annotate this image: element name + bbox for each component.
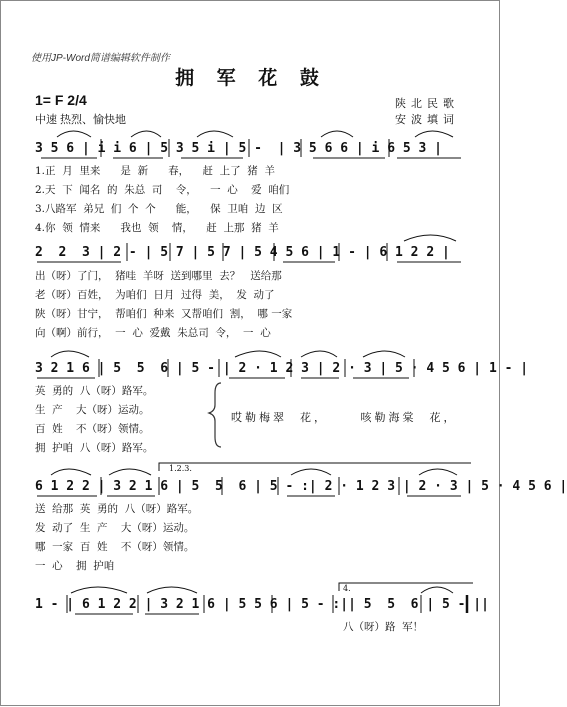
lyric-line: 4.你 领 情来 我也 领 情， 赶 上那 猪 羊 (35, 222, 279, 234)
lyric-line: 出（呀）了门， 猪哇 羊呀 送到哪里 去？ 送给那 (35, 270, 282, 282)
tempo-marking: 中速 热烈、愉快地 (35, 114, 127, 126)
volta-1-2-3: 1.2.3. (169, 464, 192, 473)
lyric-line: 英 勇的 八（呀）路军。 (35, 385, 154, 397)
lyric-line: 生 产 大（呀）运动。 (35, 404, 150, 416)
lyric-line: 拥 护咱 八（呀）路军。 (35, 442, 154, 454)
notation-line-4: 6 1 2 2 | 3 2 1 6 | 5 5 6 | 5 - :| 2 · 1 2 3 | 2 · 3 | 5 · 4 5 6 | (35, 479, 567, 494)
notation-line-5: 1 - | 6 1 2 2 | 3 2 1 6 | 5 5 6 | 5 - :|| 5 5 6 | 5 - || (35, 597, 489, 612)
lyric-line: 哪 一家 百 姓 不（呀）领情。 (35, 541, 195, 553)
software-credit: 使用JP-Word简谱编辑软件制作 (31, 53, 170, 64)
lyric-line: 3.八路军 弟兄 们 个 个 能， 保 卫咱 边 区 (35, 203, 283, 215)
lyric-line: 一 心 拥 护咱 (35, 560, 115, 572)
volta-4: 4. (343, 584, 351, 593)
chorus-refrain: 哎勒梅翠 花， 咳勒海棠 花， (231, 411, 458, 424)
song-title: 拥 军 花 鼓 (175, 67, 327, 89)
attribution-lyricist: 安波填词 (395, 113, 459, 126)
lyric-line: 陕（呀）甘宁， 帮咱们 种来 又帮咱们 割， 哪 一家 (35, 308, 293, 320)
lyric-line: 八（呀）路 军！ (343, 621, 424, 633)
lyric-line: 百 姓 不（呀）领情。 (35, 423, 150, 435)
attribution-folk-song: 陕北民歌 (395, 97, 459, 110)
lyric-line: 送 给那 英 勇的 八（呀）路军。 (35, 503, 199, 515)
key-signature: 1= F 2/4 (35, 92, 87, 108)
lyric-line: 老（呀）百姓， 为咱们 日月 过得 美， 发 动了 (35, 289, 275, 301)
lyric-line: 2.天 下 闻名 的 朱总 司 令， 一 心 爱 咱们 (35, 184, 290, 196)
notation-line-1: 3 5 6 | i i 6 | 5 3 5 i | 5 - | 3 5 6 6 | i 6 5 3 | (35, 141, 442, 156)
notation-line-3: 3 2 1 6 | 5 5 6 | 5 - | 2 · 1 2 3 | 2 · 3 | 5 · 4 5 6 | 1 - | (35, 361, 529, 376)
lyric-line: 发 动了 生 产 大（呀）运动。 (35, 522, 195, 534)
notation-line-2: 2 2 3 | 2 - | 5 7 | 5 7 | 5 4 5 6 | 1 - | 6 1 2 2 | (35, 245, 450, 260)
lyric-line: 1.正 月 里来 是 新 春， 赶 上了 猪 羊 (35, 165, 275, 177)
lyric-line: 向（啊）前行， 一 心 爱戴 朱总司 令， 一 心 (35, 327, 271, 339)
